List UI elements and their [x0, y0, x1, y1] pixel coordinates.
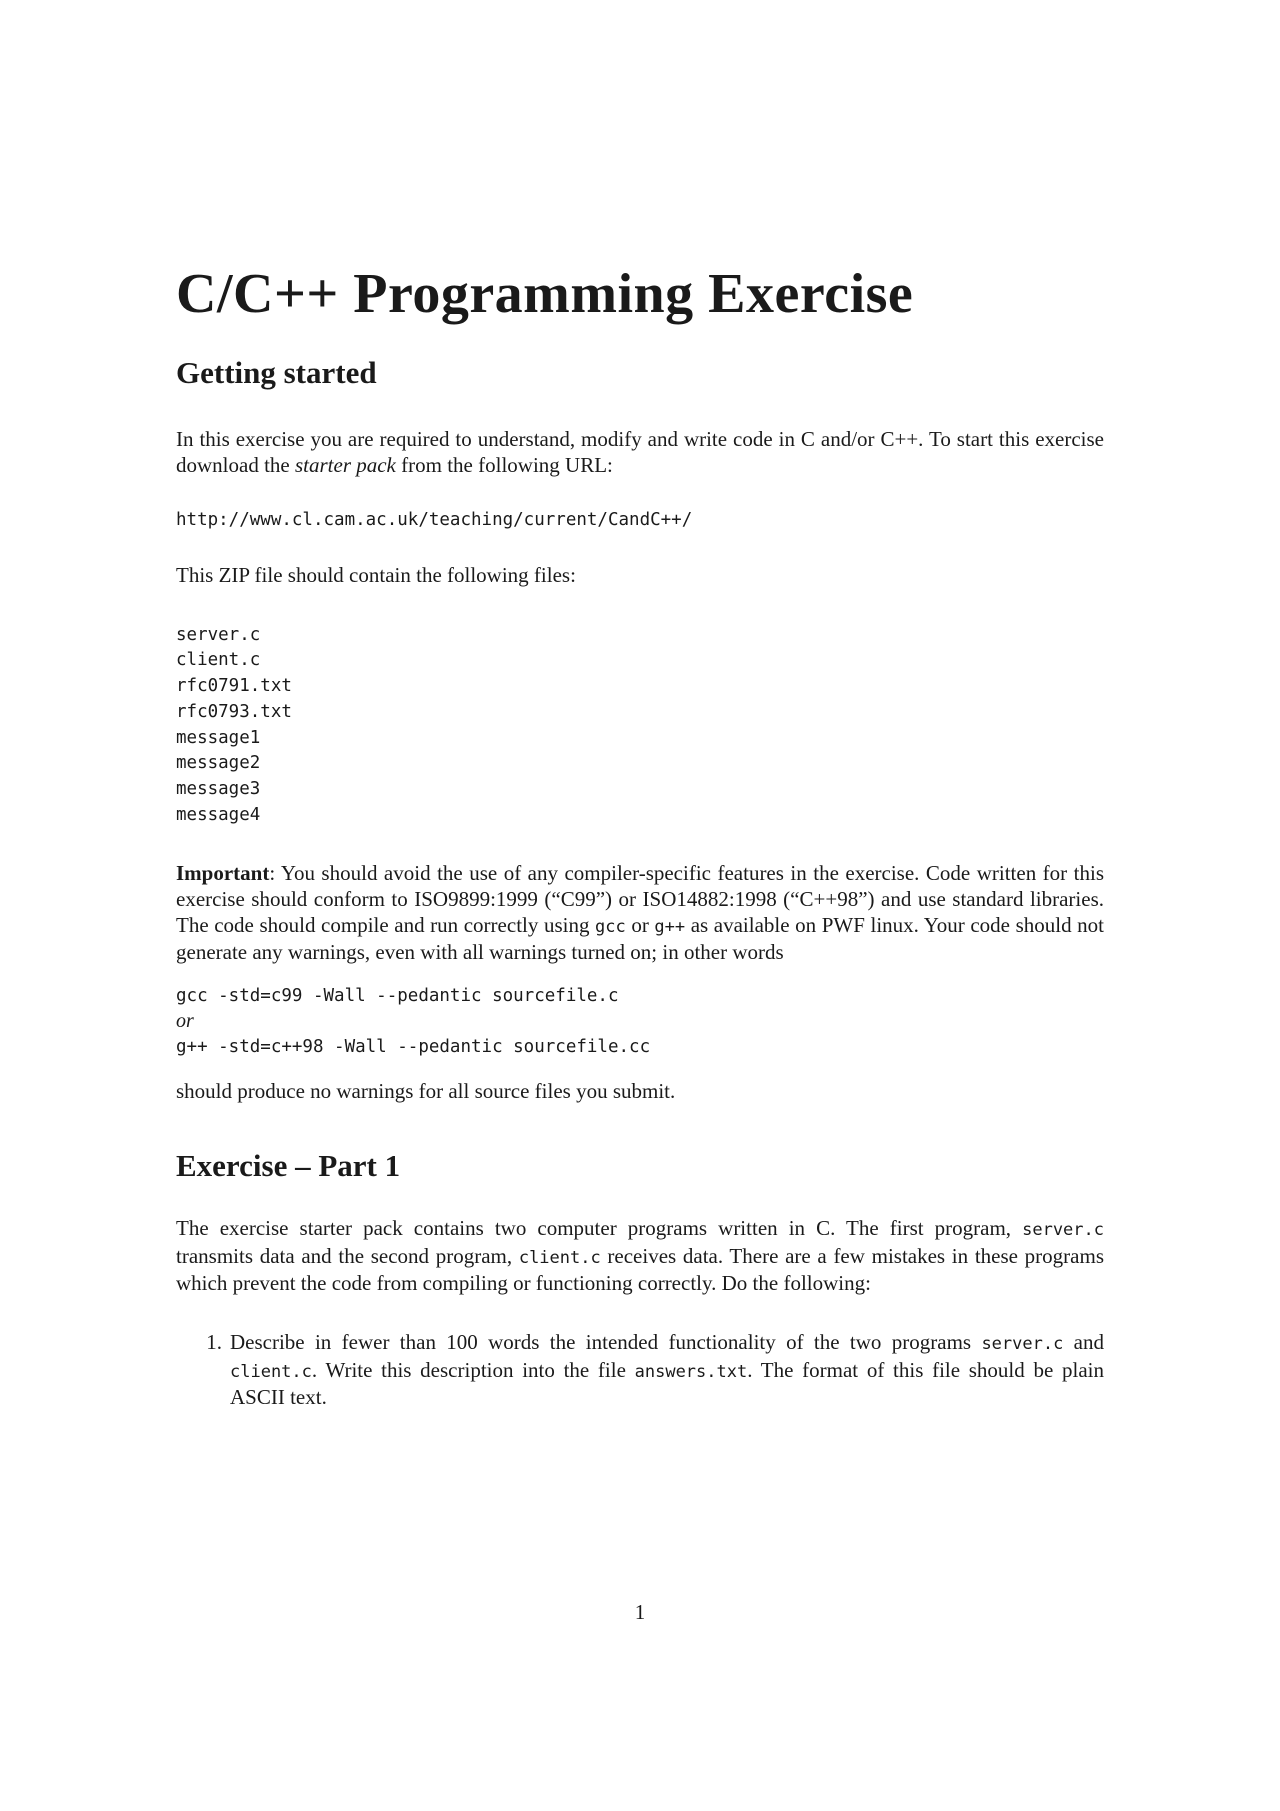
document-page	[176, 255, 1104, 1411]
task-number: 1.	[206, 1329, 222, 1354]
gcc-inline-code: gcc	[595, 916, 626, 937]
file-list-item: client.c	[176, 650, 261, 671]
client-c-inline-code: client.c	[518, 1247, 601, 1268]
file-list-item: message2	[176, 753, 261, 774]
gpp-inline-code: g++	[654, 916, 686, 937]
file-list-item: server.c	[176, 624, 261, 645]
file-list-item: message4	[176, 804, 261, 825]
section-heading-getting-started: Getting started	[176, 355, 377, 390]
important-paragraph: Important: You should avoid the use of any compiler-specific features in the exercise. Code written for this exercise should conform to ISO9899:1999 (“C99”) or ISO14882:1998 (“C++98”) and use standard libraries. The code should compile and run correctly using gcc or g++ as available on PWF linux. Your code should not generate any warnings, even with all warnings turned on; in other words	[176, 861, 1104, 965]
file-list-item: message3	[176, 779, 261, 799]
intro-paragraph: In this exercise you are required to understand, modify and write code in C and/or C++. To start this exercise download the starter pack from the following URL:	[176, 427, 1104, 477]
task-list	[176, 1330, 1104, 1411]
no-warnings-text: should produce no warnings for all source files you submit.	[176, 1078, 676, 1103]
starter-pack-emphasis: starter pack	[294, 452, 396, 477]
or-separator: or	[176, 1010, 194, 1033]
starter-pack-url: http://www.cl.cam.ac.uk/teaching/current/CandC++/	[176, 510, 693, 531]
file-list	[176, 623, 1104, 829]
file-list-item: rfc0791.txt	[176, 676, 292, 697]
section-heading-part1: Exercise – Part 1	[176, 1148, 401, 1184]
file-list-item: rfc0793.txt	[176, 701, 292, 722]
page-title: C/C++ Programming Exercise	[176, 263, 914, 325]
server-c-inline-code: server.c	[1022, 1220, 1104, 1241]
task-text: Describe in fewer than 100 words the intended functionality of the two programs server.c and client.c. Write this description into the file answers.txt. The format of this file should be plain ASCII text.	[230, 1329, 1104, 1410]
page-number: 1	[634, 1600, 646, 1624]
important-label: Important	[176, 861, 270, 886]
zip-contents-text: This ZIP file should contain the following files:	[176, 563, 576, 588]
server-c-inline-code: server.c	[981, 1333, 1064, 1354]
answers-file-inline-code: answers.txt	[634, 1361, 748, 1382]
task-item-1	[176, 1330, 1104, 1411]
file-list-item: message1	[176, 727, 261, 748]
gcc-command: gcc -std=c99 -Wall --pedantic sourcefile.c	[176, 985, 619, 1006]
client-c-inline-code: client.c	[230, 1361, 312, 1382]
gpp-command: g++ -std=c++98 -Wall --pedantic sourcefile.cc	[176, 1036, 651, 1057]
compile-commands	[176, 984, 1104, 1061]
part1-paragraph: The exercise starter pack contains two computer programs written in C. The first program, server.c transmits data and the second program, client.c receives data. There are a few mistakes in these programs which prevent the code from compiling or functioning correctly. Do the following:	[176, 1216, 1104, 1296]
